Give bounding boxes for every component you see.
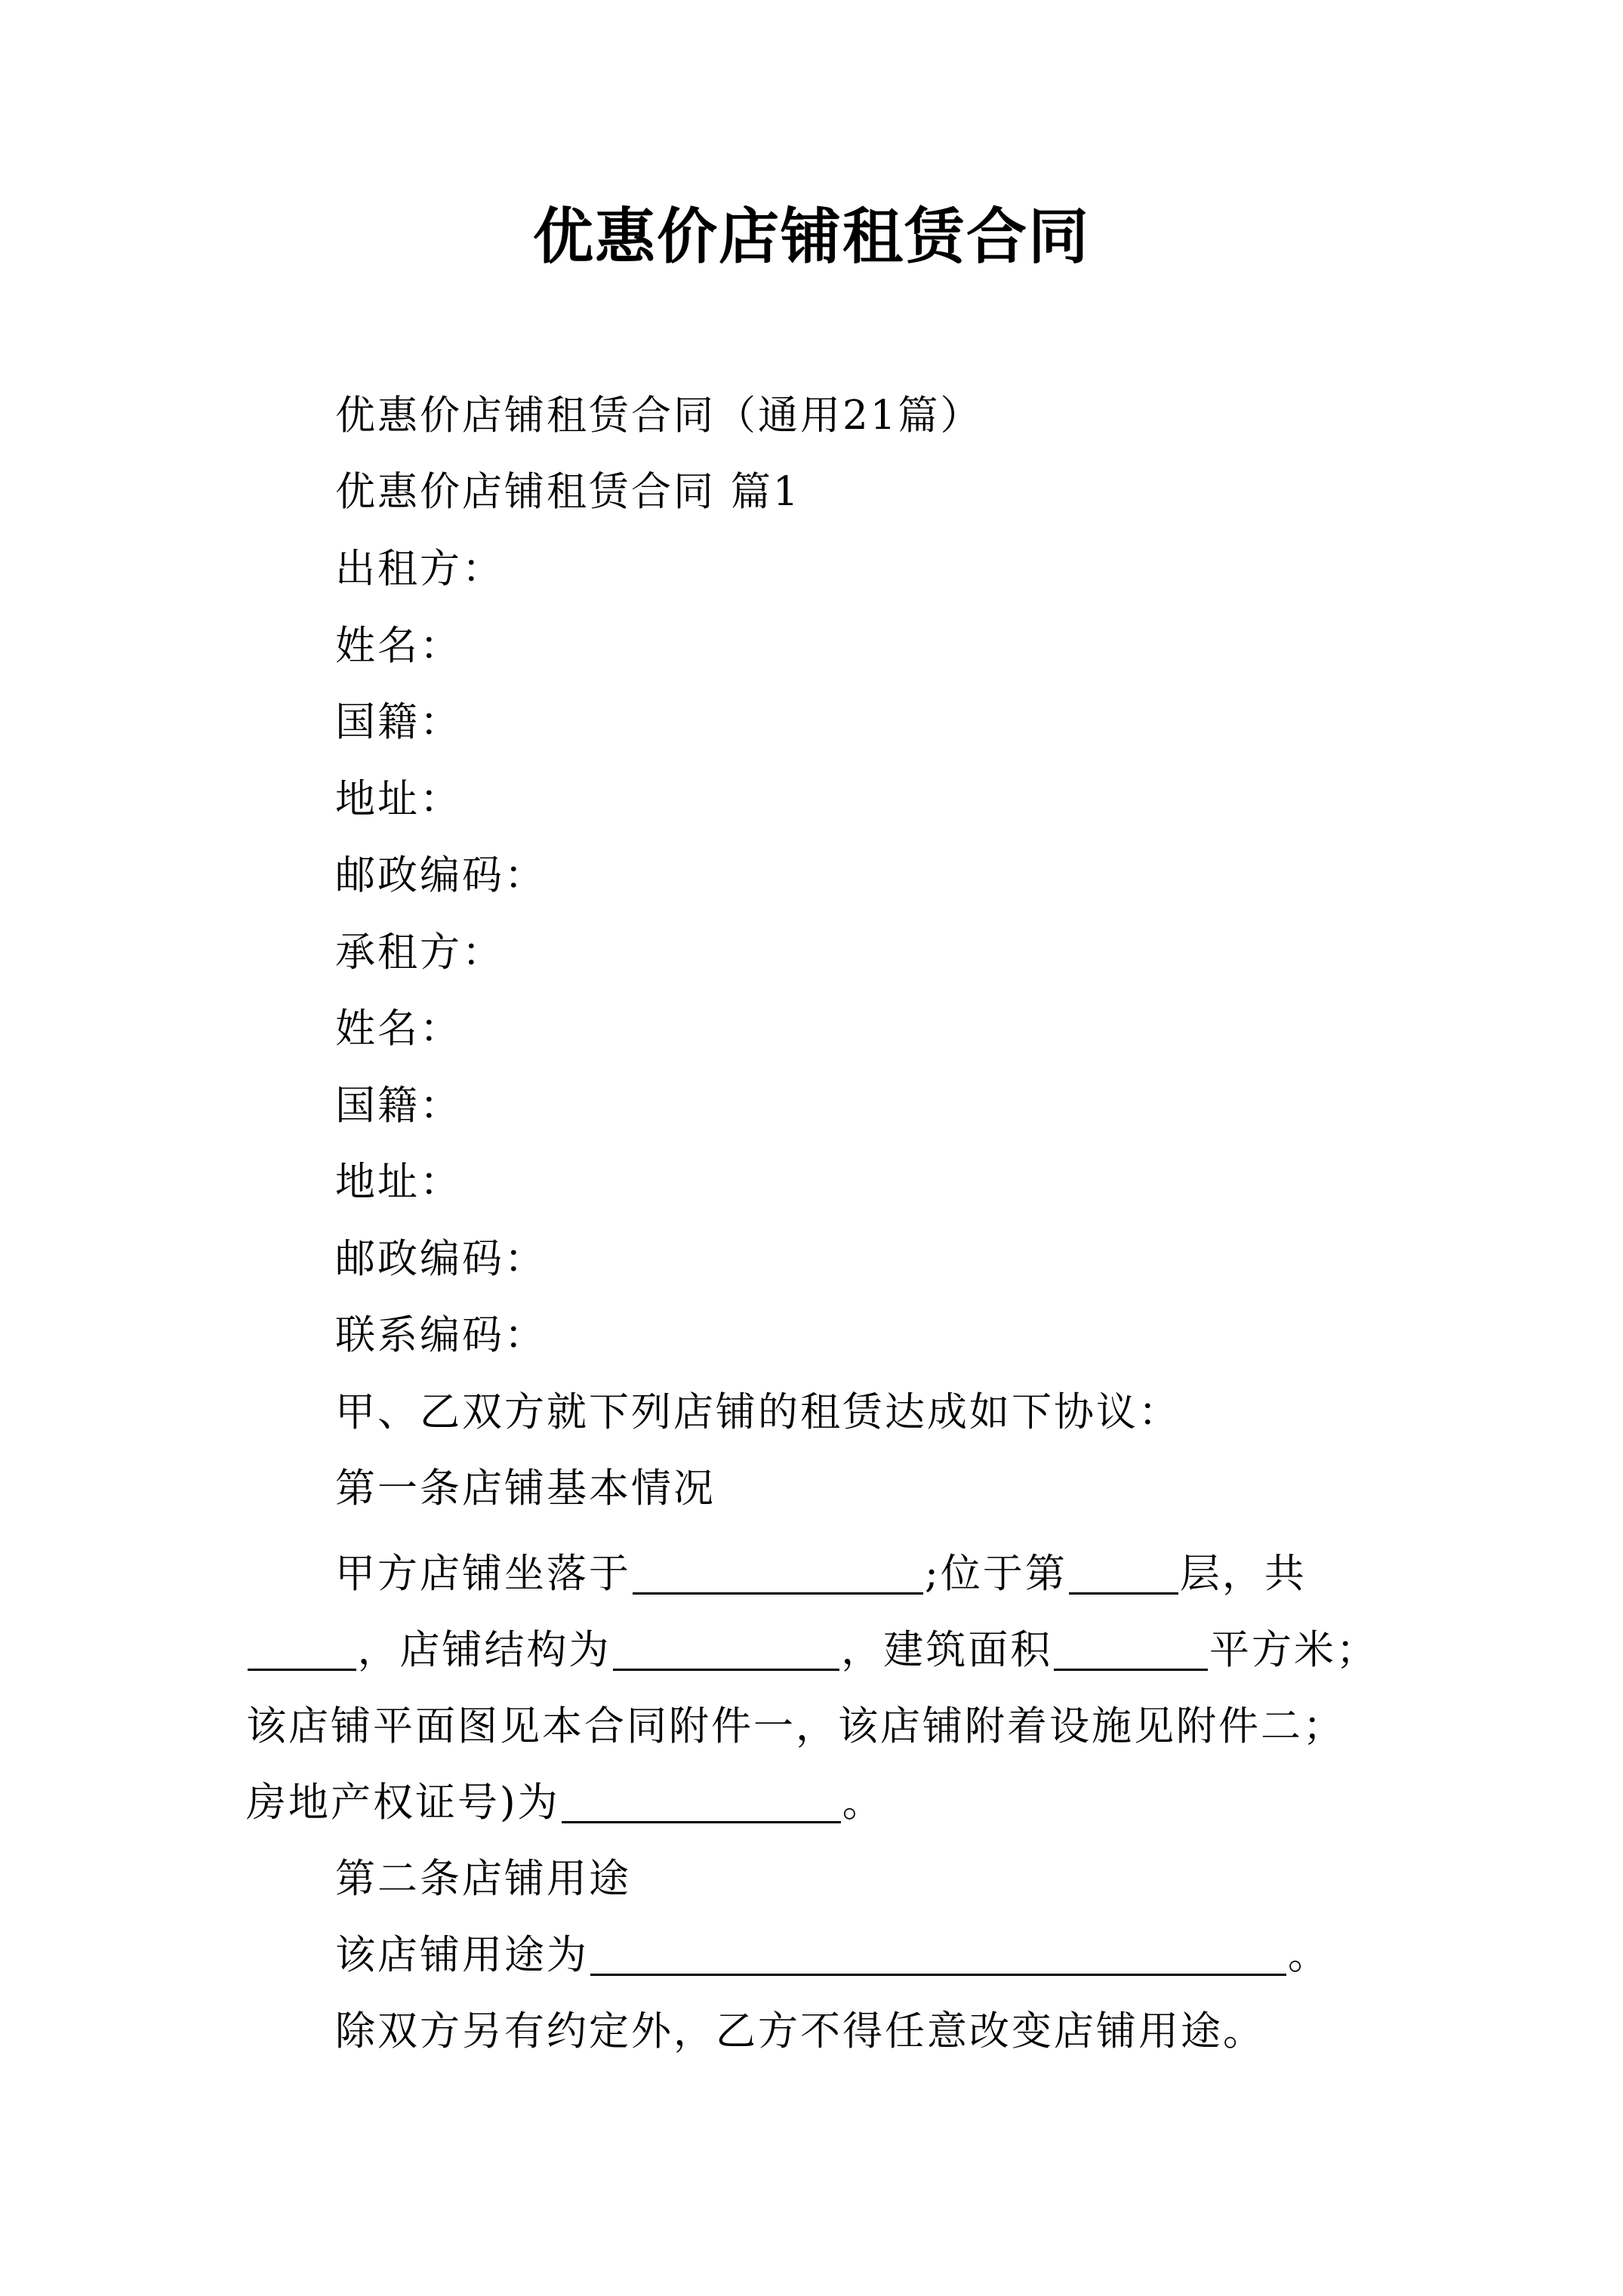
lessee-postcode-field: 邮政编码： — [335, 1236, 547, 1282]
article1-body — [246, 1536, 1378, 2069]
lessor-label: 出租方： — [335, 546, 504, 592]
total-floors-blank — [248, 1629, 356, 1671]
lessee-name-field: 姓名： — [335, 1006, 462, 1052]
article2-use-line — [246, 1917, 1378, 1993]
article2-restriction: 除双方另有约定外，乙方不得任意改变店铺用途。 — [335, 2008, 1265, 2054]
floor-label: ;位于第 — [925, 1551, 1067, 1597]
agreement-intro: 甲、乙双方就下列店铺的租赁达成如下协议： — [335, 1389, 1181, 1435]
area-unit: 平方米； — [1209, 1627, 1378, 1673]
article2-heading: 第二条店铺用途 — [335, 1856, 631, 1902]
location-blank — [633, 1553, 923, 1595]
use-label: 该店铺用途为 — [335, 1932, 589, 1978]
article1-line4 — [246, 1764, 1378, 1841]
floor-blank — [1069, 1553, 1178, 1595]
lessor-address-field: 地址： — [335, 776, 462, 822]
subtitle: 优惠价店铺租赁合同（通用21篇） — [335, 393, 983, 439]
location-label: 甲方店铺坐落于 — [335, 1551, 631, 1597]
lessee-contact-field: 联系编码： — [335, 1312, 547, 1358]
structure-label: ，店铺结构为 — [357, 1627, 611, 1673]
article1-heading: 第一条店铺基本情况 — [335, 1465, 716, 1512]
period: 。 — [1288, 1932, 1330, 1978]
lessee-address-field: 地址： — [335, 1159, 462, 1205]
lessor-name-field: 姓名： — [335, 623, 462, 669]
structure-blank — [613, 1629, 840, 1671]
lessor-postcode-field: 邮政编码： — [335, 852, 547, 898]
lessor-nationality-field: 国籍： — [335, 699, 462, 745]
use-blank — [590, 1934, 1286, 1976]
lessee-label: 承租方： — [335, 929, 504, 975]
section-heading: 优惠价店铺租赁合同 篇1 — [335, 469, 801, 515]
article1-line2 — [246, 1612, 1378, 1688]
document-title: 优惠价店铺租赁合同 — [533, 201, 1090, 272]
article1-line3: 该店铺平面图见本合同附件一，该店铺附着设施见附件二； — [246, 1703, 1345, 1749]
article1-line1 — [246, 1536, 1378, 1612]
total-floors-label: 层，共 — [1179, 1551, 1307, 1597]
area-label: ，建筑面积 — [841, 1627, 1053, 1673]
certificate-label: 房地产权证号)为 — [246, 1780, 560, 1826]
period: 。 — [842, 1780, 885, 1826]
lessee-nationality-field: 国籍： — [335, 1083, 462, 1129]
certificate-blank — [562, 1782, 841, 1823]
area-blank — [1054, 1629, 1208, 1671]
